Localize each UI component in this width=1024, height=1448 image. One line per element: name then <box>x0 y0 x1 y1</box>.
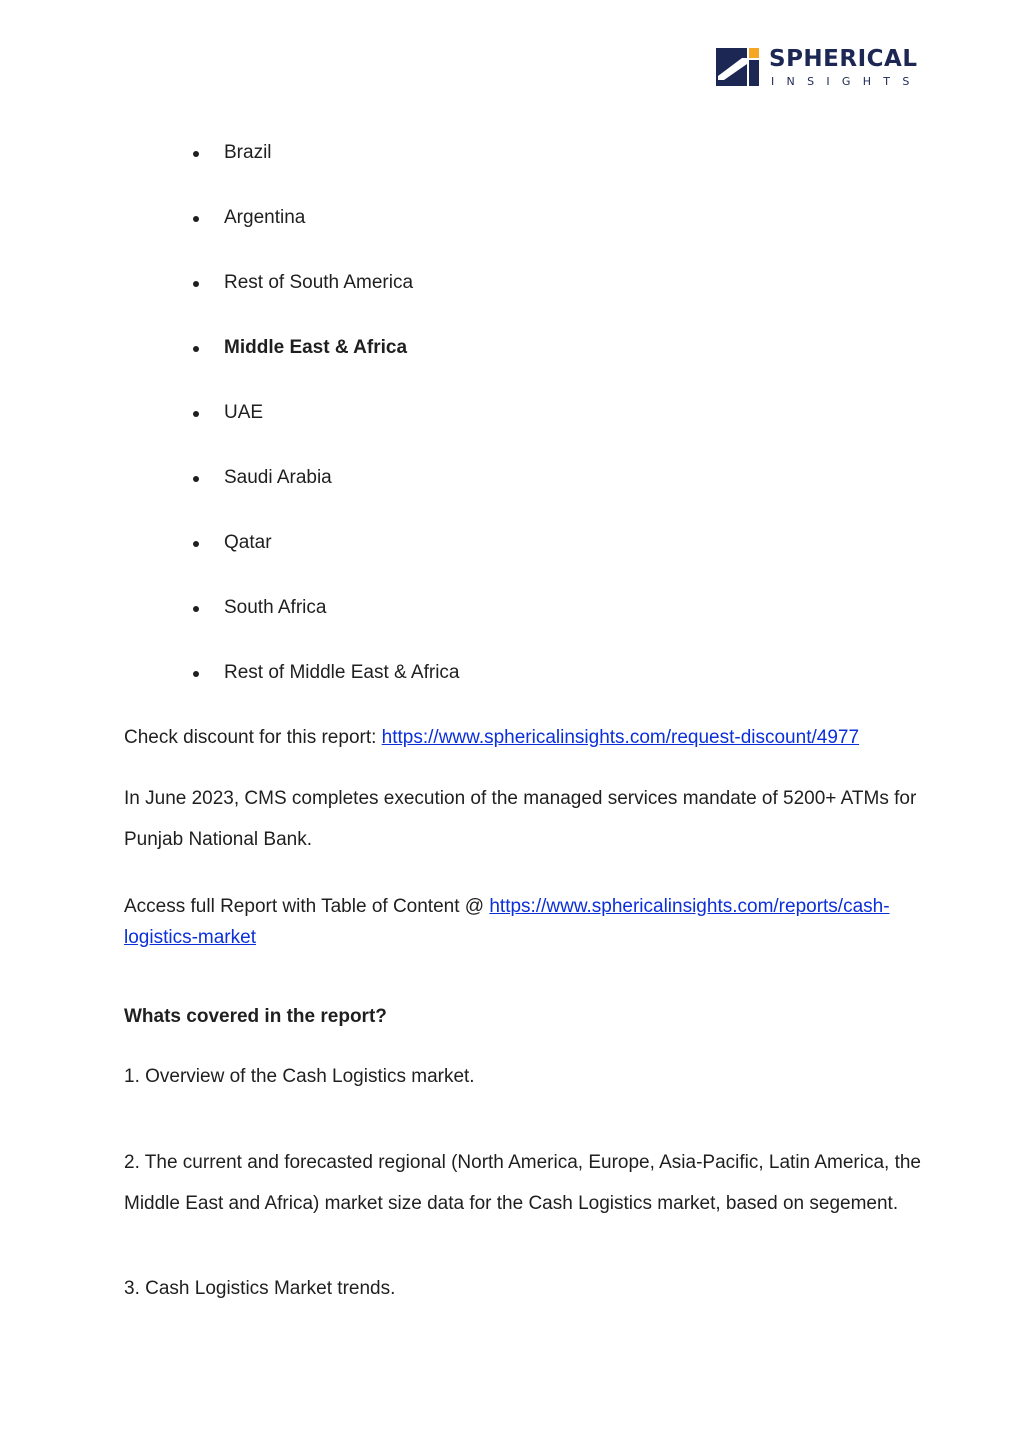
list-item-label: Argentina <box>224 207 306 228</box>
covered-item-2-line-1: 2. The current and forecasted regional (North America, Europe, Asia-Pacific, Latin America, the <box>124 1152 921 1173</box>
discount-paragraph <box>124 727 904 749</box>
logo-sub-text: INSIGHTS <box>771 75 922 88</box>
news-line-2: Punjab National Bank. <box>124 829 313 850</box>
list-item-label: Qatar <box>224 532 272 553</box>
access-paragraph <box>124 896 904 918</box>
news-line-1: In June 2023, CMS completes execution of the managed services mandate of 5200+ ATMs for <box>124 788 917 809</box>
bullet-icon <box>193 606 199 612</box>
discount-link[interactable]: https://www.sphericalinsights.com/request-discount/4977 <box>381 727 860 748</box>
access-link-line-2 <box>124 927 904 949</box>
logo-mark-icon <box>716 46 760 88</box>
list-item-label: UAE <box>224 402 264 423</box>
list-item-label: Rest of South America <box>224 272 414 293</box>
list-item-label: Saudi Arabia <box>224 467 332 488</box>
covered-heading: Whats covered in the report? <box>124 1006 387 1027</box>
covered-item-3: 3. Cash Logistics Market trends. <box>124 1278 396 1299</box>
bullet-icon <box>193 541 199 547</box>
covered-item-2-line-2: Middle East and Africa) market size data for the Cash Logistics market, based on segement. <box>124 1193 899 1214</box>
list-item-label: Middle East & Africa <box>224 337 408 358</box>
access-prefix: Access full Report with Table of Content @ <box>124 896 490 917</box>
discount-prefix: Check discount for this report: <box>124 727 382 748</box>
bullet-icon <box>193 281 199 287</box>
bullet-icon <box>193 216 199 222</box>
bullet-icon <box>193 671 199 677</box>
covered-item-1: 1. Overview of the Cash Logistics market. <box>124 1066 475 1087</box>
list-item-label: South Africa <box>224 597 327 618</box>
bullet-icon <box>193 476 199 482</box>
report-link-part-2[interactable]: logistics-market <box>124 927 256 948</box>
logo-brand-text: SPHERICAL <box>769 46 918 72</box>
report-link-part-1[interactable]: https://www.sphericalinsights.com/reports/cash- <box>489 896 890 917</box>
list-item-label: Brazil <box>224 142 272 163</box>
bullet-icon <box>193 151 199 157</box>
bullet-icon <box>193 411 199 417</box>
bullet-icon <box>193 346 199 352</box>
list-item-label: Rest of Middle East & Africa <box>224 662 460 683</box>
